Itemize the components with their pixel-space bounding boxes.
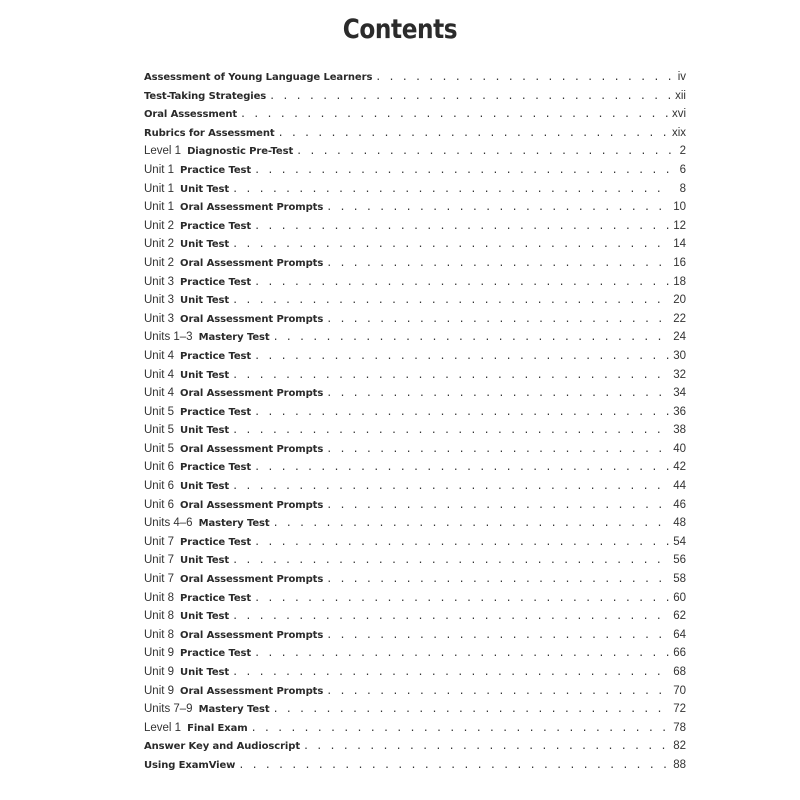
toc-entry-title — [144, 536, 251, 548]
dot-leader — [326, 574, 670, 585]
toc-entry[interactable] — [144, 517, 686, 536]
toc-entry-title — [144, 220, 251, 232]
toc-entry-title — [144, 610, 229, 622]
toc-entry-page-number: 42 — [673, 461, 686, 474]
toc-entry[interactable] — [144, 238, 686, 257]
toc-entry-title — [144, 72, 372, 83]
toc-entry-prefix: Unit 8 — [144, 628, 175, 641]
toc-entry[interactable] — [144, 406, 686, 425]
toc-entry[interactable] — [144, 685, 686, 704]
dot-leader — [254, 277, 670, 288]
toc-entry-title — [144, 294, 229, 306]
toc-entry-label: Test-Taking Strategies — [144, 90, 267, 102]
toc-entry-page-number: 44 — [673, 480, 686, 493]
toc-entry-title — [144, 554, 229, 566]
toc-entry-title — [144, 703, 270, 715]
toc-entry-page-number: 36 — [673, 405, 686, 418]
toc-entry-prefix: Unit 8 — [144, 610, 175, 623]
toc-entry-page-number: 56 — [673, 554, 686, 567]
toc-entry-prefix: Unit 5 — [144, 405, 175, 418]
dot-leader — [232, 611, 670, 622]
toc-entry-page-number: 12 — [673, 219, 686, 232]
toc-entry-page-number: iv — [677, 71, 686, 83]
toc-entry[interactable] — [144, 740, 686, 759]
toc-entry-prefix: Unit 6 — [144, 461, 175, 474]
dot-leader — [326, 686, 670, 697]
dot-leader — [232, 481, 670, 492]
toc-entry-page-number: 30 — [673, 349, 686, 362]
toc-entry-title — [144, 276, 251, 288]
dot-leader — [326, 444, 670, 455]
toc-entry-page-number: xii — [675, 89, 686, 102]
dot-leader — [254, 537, 670, 548]
toc-entry-label: Practice Test — [180, 592, 252, 604]
toc-entry-label: Oral Assessment — [144, 109, 238, 121]
toc-entry-label: Oral Assessment Prompts — [180, 629, 324, 641]
toc-entry-label: Practice Test — [180, 276, 252, 288]
toc-entry-prefix: Unit 3 — [144, 294, 175, 307]
toc-entry-title — [144, 238, 229, 250]
toc-entry-page-number: 10 — [673, 201, 686, 214]
toc-entry-page-number: xix — [671, 126, 686, 139]
toc-entry-label: Unit Test — [180, 555, 230, 567]
dot-leader — [232, 667, 670, 678]
toc-entry-prefix: Level 1 — [144, 145, 182, 158]
toc-entry-label: Unit Test — [180, 481, 230, 493]
dot-leader — [254, 407, 670, 418]
toc-entry-prefix: Unit 3 — [144, 312, 175, 325]
toc-entry-title — [144, 592, 251, 604]
toc-entry-page-number: 18 — [673, 275, 686, 288]
toc-entry-title — [144, 91, 266, 102]
toc-entry-prefix: Unit 4 — [144, 387, 175, 400]
toc-entry-label: Rubrics for Assessment — [144, 127, 275, 139]
toc-entry-label: Diagnostic Pre-Test — [187, 146, 294, 158]
toc-entry[interactable] — [144, 108, 686, 127]
toc-entry-label: Mastery Test — [198, 518, 270, 530]
toc-entry[interactable] — [144, 610, 686, 629]
toc-entry-prefix: Unit 1 — [144, 163, 175, 176]
toc-entry-prefix: Unit 7 — [144, 554, 175, 567]
toc-entry-page-number: 8 — [679, 182, 686, 195]
toc-entry-label: Oral Assessment Prompts — [180, 388, 324, 400]
dot-leader — [254, 221, 670, 232]
toc-entry-page-number: 82 — [673, 740, 686, 753]
toc-entry-page-number: 2 — [679, 145, 686, 158]
toc-entry-page-number: 46 — [673, 498, 686, 511]
toc-entry-label: Unit Test — [180, 369, 230, 381]
toc-entry-label: Final Exam — [187, 722, 248, 734]
toc-entry-prefix: Unit 5 — [144, 424, 175, 437]
toc-entry-prefix: Unit 4 — [144, 368, 175, 381]
toc-entry-title — [144, 629, 323, 641]
table-of-contents — [144, 71, 686, 778]
toc-entry-prefix: Units 1–3 — [144, 331, 193, 344]
toc-entry-title — [144, 128, 275, 139]
toc-entry[interactable] — [144, 183, 686, 202]
toc-entry-label: Practice Test — [180, 462, 252, 474]
dot-leader — [254, 351, 670, 362]
toc-entry-title — [144, 257, 323, 269]
toc-entry-page-number: 40 — [673, 442, 686, 455]
toc-entry-page-number: 64 — [673, 628, 686, 641]
toc-entry-page-number: 60 — [673, 591, 686, 604]
toc-entry[interactable] — [144, 443, 686, 462]
toc-entry-label: Oral Assessment Prompts — [180, 202, 324, 214]
toc-entry-label: Unit Test — [180, 295, 230, 307]
toc-entry[interactable] — [144, 369, 686, 388]
toc-entry-title — [144, 573, 323, 585]
toc-entry-prefix: Unit 9 — [144, 684, 175, 697]
toc-entry-page-number: 6 — [679, 163, 686, 176]
toc-entry-page-number: 62 — [673, 610, 686, 623]
toc-entry-prefix: Level 1 — [144, 721, 182, 734]
dot-leader — [303, 741, 670, 752]
toc-entry-page-number: 32 — [673, 368, 686, 381]
toc-entry[interactable] — [144, 164, 686, 183]
toc-entry-title — [144, 647, 251, 659]
toc-entry[interactable] — [144, 387, 686, 406]
page-title: Contents — [342, 14, 458, 45]
dot-leader — [238, 760, 670, 771]
toc-entry[interactable] — [144, 536, 686, 555]
toc-entry[interactable] — [144, 257, 686, 276]
toc-entry-label: Practice Test — [180, 350, 252, 362]
toc-entry-page-number: 20 — [673, 294, 686, 307]
toc-entry-title — [144, 109, 237, 120]
toc-entry-page-number: 54 — [673, 535, 686, 548]
toc-entry[interactable] — [144, 294, 686, 313]
toc-entry[interactable] — [144, 629, 686, 648]
toc-entry-label: Oral Assessment Prompts — [180, 499, 324, 511]
toc-entry-page-number: 22 — [673, 312, 686, 325]
toc-entry-label: Unit Test — [180, 611, 230, 623]
toc-entry-label: Oral Assessment Prompts — [180, 443, 324, 455]
toc-entry-label: Practice Test — [180, 406, 252, 418]
dot-leader — [296, 146, 671, 157]
dot-leader — [375, 72, 671, 83]
toc-entry-prefix: Unit 3 — [144, 275, 175, 288]
toc-entry[interactable] — [144, 90, 686, 109]
toc-entry[interactable] — [144, 592, 686, 611]
toc-entry-prefix: Units 7–9 — [144, 703, 193, 716]
toc-entry[interactable] — [144, 220, 686, 239]
toc-entry-label: Assessment of Young Language Learners — [144, 72, 373, 83]
toc-entry-page-number: 68 — [673, 666, 686, 678]
toc-entry-prefix: Unit 1 — [144, 201, 175, 214]
toc-entry-page-number: 58 — [673, 573, 686, 586]
toc-entry-title — [144, 369, 229, 381]
dot-leader — [254, 593, 670, 604]
toc-entry-page-number: 66 — [673, 647, 686, 660]
toc-entry-prefix: Unit 8 — [144, 591, 175, 604]
toc-entry-label: Unit Test — [180, 667, 230, 678]
toc-entry-title — [144, 443, 323, 455]
toc-entry-title — [144, 480, 229, 492]
toc-entry-label: Practice Test — [180, 220, 252, 232]
toc-entry-page-number: 72 — [673, 703, 686, 716]
toc-entry-label: Practice Test — [180, 164, 252, 176]
toc-entry-prefix: Unit 5 — [144, 442, 175, 455]
toc-entry-page-number: 88 — [673, 758, 686, 771]
toc-entry-title — [144, 461, 251, 473]
dot-leader — [232, 370, 670, 381]
toc-entry-prefix: Units 4–6 — [144, 517, 193, 530]
toc-entry[interactable] — [144, 331, 686, 350]
toc-entry-prefix: Unit 6 — [144, 480, 175, 493]
toc-entry[interactable] — [144, 276, 686, 295]
toc-entry-title — [144, 741, 300, 752]
toc-entry-page-number: 78 — [673, 721, 686, 734]
dot-leader — [254, 165, 671, 176]
toc-entry[interactable] — [144, 350, 686, 369]
toc-entry-title — [144, 517, 270, 529]
dot-leader — [273, 704, 671, 715]
toc-entry-title — [144, 387, 323, 399]
toc-entry-prefix: Unit 4 — [144, 349, 175, 362]
toc-entry-title — [144, 313, 323, 325]
toc-entry[interactable] — [144, 145, 686, 164]
toc-entry-title — [144, 760, 235, 771]
toc-entry-label: Oral Assessment Prompts — [180, 685, 324, 697]
toc-entry-label: Oral Assessment Prompts — [180, 313, 324, 325]
dot-leader — [232, 425, 670, 436]
dot-leader — [273, 518, 671, 529]
toc-entry-label: Unit Test — [180, 425, 230, 437]
dot-leader — [326, 500, 670, 511]
toc-entry-page-number: 34 — [673, 387, 686, 400]
dot-leader — [251, 723, 671, 734]
dot-leader — [232, 295, 670, 306]
toc-entry-title — [144, 350, 251, 362]
dot-leader — [273, 332, 671, 343]
toc-entry-title — [144, 424, 229, 436]
toc-entry-prefix: Unit 2 — [144, 219, 175, 232]
toc-entry[interactable] — [144, 554, 686, 573]
dot-leader — [326, 630, 670, 641]
toc-entry[interactable] — [144, 647, 686, 666]
toc-entry-label: Mastery Test — [198, 332, 270, 344]
toc-entry-label: Mastery Test — [198, 704, 270, 716]
toc-entry-title — [144, 331, 270, 343]
toc-entry-label: Unit Test — [180, 183, 230, 195]
toc-entry-prefix: Unit 9 — [144, 647, 175, 660]
toc-entry-label: Answer Key and Audioscript — [144, 741, 300, 753]
toc-entry-page-number: 24 — [673, 331, 686, 344]
dot-leader — [240, 109, 669, 120]
toc-entry-prefix: Unit 7 — [144, 535, 175, 548]
toc-entry-page-number: 16 — [673, 256, 686, 269]
toc-entry-page-number: xvi — [671, 108, 686, 121]
toc-entry-prefix: Unit 6 — [144, 498, 175, 511]
toc-entry-title — [144, 722, 248, 734]
toc-entry-page-number: 70 — [673, 684, 686, 697]
dot-leader — [254, 462, 670, 473]
toc-entry-prefix: Unit 7 — [144, 573, 175, 586]
toc-entry-label: Practice Test — [180, 648, 252, 660]
dot-leader — [326, 388, 670, 399]
toc-entry-page-number: 38 — [673, 424, 686, 437]
dot-leader — [326, 202, 670, 213]
dot-leader — [254, 648, 670, 659]
toc-entry-title — [144, 406, 251, 418]
toc-entry[interactable] — [144, 703, 686, 722]
toc-entry-title — [144, 145, 293, 157]
toc-entry[interactable] — [144, 722, 686, 741]
dot-leader — [326, 314, 670, 325]
toc-entry[interactable] — [144, 424, 686, 443]
toc-entry-prefix: Unit 1 — [144, 182, 175, 195]
toc-entry-title — [144, 201, 323, 213]
dot-leader — [269, 91, 671, 102]
toc-entry-label: Oral Assessment Prompts — [180, 257, 324, 269]
dot-leader — [232, 555, 670, 566]
dot-leader — [326, 258, 670, 269]
toc-entry-title — [144, 164, 251, 176]
dot-leader — [278, 128, 669, 139]
toc-entry-title — [144, 685, 323, 697]
toc-entry-page-number: 14 — [673, 238, 686, 251]
toc-entry-page-number: 48 — [673, 517, 686, 530]
toc-entry-label: Using ExamView — [144, 759, 236, 771]
toc-entry[interactable] — [144, 573, 686, 592]
toc-entry-label: Practice Test — [180, 536, 252, 548]
toc-entry-title — [144, 183, 229, 195]
dot-leader — [232, 239, 670, 250]
toc-entry[interactable] — [144, 480, 686, 499]
toc-entry-label: Oral Assessment Prompts — [180, 574, 324, 586]
toc-entry-prefix: Unit 2 — [144, 238, 175, 251]
toc-entry[interactable] — [144, 461, 686, 480]
toc-entry[interactable] — [144, 759, 686, 778]
toc-entry-prefix: Unit 9 — [144, 666, 175, 678]
toc-entry[interactable] — [144, 313, 686, 332]
toc-entry-prefix: Unit 2 — [144, 256, 175, 269]
toc-entry-title — [144, 499, 323, 511]
toc-entry[interactable] — [144, 71, 686, 90]
toc-entry-title — [144, 666, 229, 678]
toc-entry[interactable] — [144, 127, 686, 146]
dot-leader — [232, 184, 671, 195]
toc-entry[interactable] — [144, 666, 686, 685]
toc-entry[interactable] — [144, 499, 686, 518]
toc-entry-label: Unit Test — [180, 239, 230, 251]
toc-entry[interactable] — [144, 201, 686, 220]
